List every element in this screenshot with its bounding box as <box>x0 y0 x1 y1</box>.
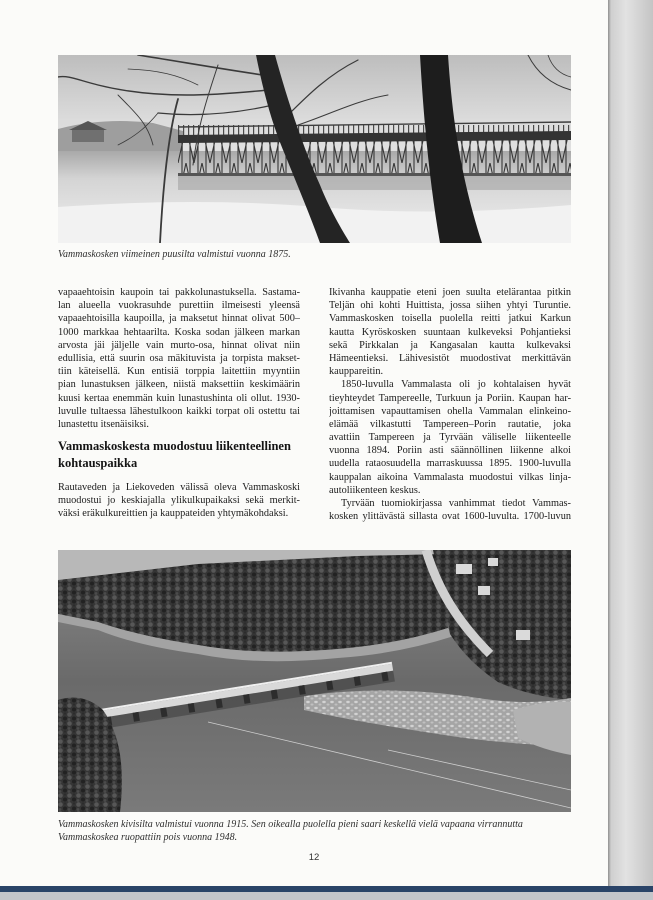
text-line: avattiin Tampereen ja Tyrvään väliselle liikenteelle <box>329 432 571 444</box>
right-column-paragraph-1 <box>329 286 571 378</box>
section-heading <box>58 438 300 472</box>
text-line: vapaaehtoisin kaupoin tai pakkolunastuksella. Sastama- <box>58 287 300 298</box>
text-line: uudella rataosuudella marraskuussa 1895. 1900-luvulla <box>329 458 571 470</box>
text-line: Hämeentieksi. Lähivesistöt muodostivat merkittävän <box>329 352 571 364</box>
right-column-paragraph-2 <box>329 378 571 497</box>
page-number: 12 <box>308 852 320 863</box>
top-photo-caption: Vammaskosken viimeinen puusilta valmistui vuonna 1875. <box>58 249 291 260</box>
bottom-edge-strip <box>0 892 653 900</box>
wooden-bridge <box>178 122 571 190</box>
text-line: sekä Pirkkalan ja Kangasalan kautta kulkevaksi <box>329 339 571 351</box>
text-line: Tyrvään tuomiokirjassa vanhimmat tiedot Vammas- <box>341 498 571 509</box>
text-line: edullisia, että suurin osa mäkituvista ja torpista makset- <box>58 352 300 364</box>
text-line: Ikivanha kauppatie eteni joen suulta etelärantaa pitkin <box>329 287 571 298</box>
text-line: vuonna 1894. Poriin asti säännöllinen liikenne alkoi <box>329 445 571 457</box>
bottom-photo-caption-line-2: Vammaskoskea ruopattiin pois vuonna 1948. <box>58 832 238 843</box>
text-line: luvulle tultaessa lähestulkoon kaikki torpat oli ostettu tai <box>58 405 300 417</box>
text-line: muodostui jo keskiajalla ylikulkupaikaksi sekä merkit- <box>58 495 300 507</box>
text-line: tiin käteisellä. Kun entisiä torppia laitettiin myyntiin <box>58 366 300 378</box>
text-line: autoliikenteen keskus. <box>329 484 421 496</box>
text-line: pian lunastuksen jälkeen, niistä maksettiin keskimäärin <box>58 379 300 391</box>
text-line: kautta Kyröskosken suuntaan kulkeveksi Pohjantieksi <box>329 326 571 338</box>
top-photo-wooden-bridge <box>58 55 571 243</box>
text-line: elämää vilkastutti Tampereen–Porin rautatie, joka <box>329 418 571 430</box>
text-line: Teljän ohi kohti Huittista, jossa siihen yhtyi Turuntie. <box>329 300 571 312</box>
text-line: kosken ylittävästä sillasta ovat 1600-luvulta. 1700-luvun <box>329 511 571 523</box>
text-line: kauppareitin. <box>329 366 384 378</box>
heading-line: Vammaskoskesta muodostuu liikenteellinen <box>58 439 291 453</box>
text-line: 1000 markkaa hehtaarilta. Koska sodan jälkeen markan <box>58 326 300 338</box>
text-line: arvosta jäi jäljelle vain murto-osa, hinnat olivat niin <box>58 339 300 351</box>
right-column-paragraph-3 <box>329 497 571 523</box>
bottom-photo-stone-bridge-aerial <box>58 550 571 812</box>
text-line: joittamisen vapauttamisen ohella Vammalan elinkeino- <box>329 405 571 417</box>
text-line: Rautaveden ja Liekoveden välissä oleva Vammaskoski <box>58 482 300 493</box>
right-column <box>329 286 571 523</box>
text-line: lunastettu itsenäisiksi. <box>58 418 149 430</box>
text-line: lan alueella vuokrasuhde purettiin ilmeisesti yleensä <box>58 300 300 312</box>
book-spine-shadow <box>608 0 653 886</box>
heading-line: kohtauspaikka <box>58 456 138 470</box>
text-line: vapaaehtoisilla kaupoilla, ja maksetut hinnat olivat 500– <box>58 313 300 325</box>
text-line: tieyhteydet Tampereelle, Turkuun ja Poriin. Kaupan har- <box>329 392 571 404</box>
text-line: kauppalan aikoina Vammalasta muodostui vilkas linja- <box>329 471 571 483</box>
bottom-photo-caption-line-1: Vammaskosken kivisilta valmistui vuonna 1915. Sen oikealla puolella pieni saari keskellä vielä vapaana virrannutta <box>58 819 523 830</box>
text-line: väksi eräkulkureittien ja kauppateiden yhtymäkohdaksi. <box>58 508 289 520</box>
text-line: kuusi kertaa enemmän kuin lunastushinta oli ollut. 1930- <box>58 392 300 404</box>
left-column-paragraph-2 <box>58 481 300 521</box>
left-column-paragraph-1 <box>58 286 300 431</box>
text-line: Vammaskosken toisella puolella reitti jatkui Karkun <box>329 313 571 325</box>
text-line: 1850-luvulla Vammalasta oli jo kohtalaisen hyvät <box>341 379 571 391</box>
